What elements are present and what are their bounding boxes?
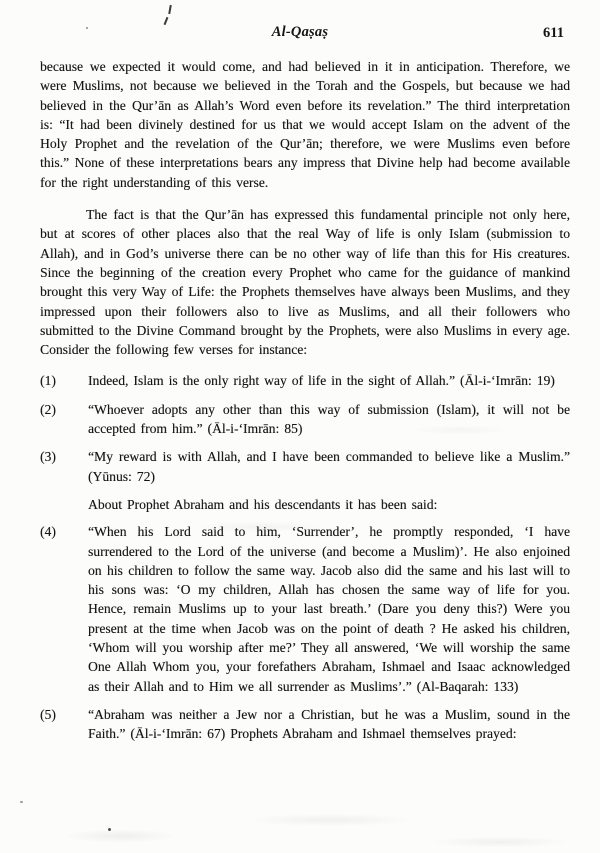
verse-item-5 <box>40 705 570 744</box>
page-body <box>40 57 570 753</box>
verse-text: “When his Lord said to him, ‘Surrender’, he promptly responded, ‘I have surrendered to the Lord of the universe (and become a Muslim)’. He also enjoined on his children to follow the same way. Jacob also did the same and his last will to his sons was: ‘O my children, Allah has chosen the same way of life for you. Hence, remain Muslims up to your last breath.’ (Dare you deny this?) Were you present at the time when Jacob was on the point of death ? He asked his children, ‘Whom will you worship after me?’ They all answered, ‘We will worship the same One Allah Whom you, your forefathers Abraham, Ishmael and Isaac acknowledged as their Allah and to Him we all surrender as Muslims’.” (Al-Baqarah: 133) <box>88 524 570 694</box>
verse-text: Indeed, Islam is the only right way of life in the sight of Allah.” (Āl-i-‘Imrān: 19) <box>88 373 555 389</box>
verse-number: (3) <box>40 449 56 465</box>
verse-text: “Whoever adopts any other than this way of submission (Islam), it will not be accepted from him.” (Āl-i-‘Imrān: 85) <box>88 401 570 437</box>
scan-artifact <box>108 828 111 831</box>
verse-item-4 <box>40 522 570 696</box>
paragraph-continuation: because we expected it would come, and had believed in it in anticipation. Therefore, we were Muslims, not because we believed in the Torah and the Gospels, but because we had believed in the Qur’ān as Allah’s Word even before its revelation.” The third interpretation is: “It had been divinely destined for us that we would accept Islam on the advent of the Holy Prophet and the revelation of the Qur’ān; therefore, we were Muslims even before this.” None of these interpretations bears any impress that Divine help had become available for the right understanding of this verse. <box>40 59 570 190</box>
verse-text: “My reward is with Allah, and I have been commanded to believe like a Muslim.” (Yūnus: 72) <box>88 449 570 484</box>
verse-item-3 <box>40 447 570 486</box>
page-number: 611 <box>543 25 564 41</box>
page-header <box>0 24 600 46</box>
scan-artifact <box>168 5 172 14</box>
running-title: Al-Qaṣaṣ <box>271 24 329 40</box>
verse-number: (1) <box>40 373 56 389</box>
interlude-paragraph: About Prophet Abraham and his descendants it has been said: <box>88 496 438 512</box>
verse-text: “Abraham was neither a Jew nor a Christian, but he was a Muslim, sound in the Faith.” (Āl-i-‘Imrān: 67) Prophets Abraham and Ishmael themselves prayed: <box>88 706 570 742</box>
verse-item-2 <box>40 400 570 439</box>
verse-item-1 <box>40 371 570 390</box>
verse-number: (5) <box>40 706 56 722</box>
verse-number: (4) <box>40 524 56 540</box>
paragraph: The fact is that the Qur’ān has expressed this fundamental principle not only here, but at scores of other places also that the real Way of life is only Islam (submission to Allah), and in God’s universe there can be no other way of life than this for His creatures. Since the beginning of the creation every Prophet who came for the guidance of mankind brought this very Way of Life: the Prophets themselves have always been Muslims, and they impressed upon their followers also to live as Muslims, and all their followers who submitted to the Divine Command brought by the Prophets, were also Muslims in every age. Consider the following few verses for instance: <box>40 207 570 358</box>
scan-artifact <box>20 801 23 803</box>
verse-number: (2) <box>40 401 56 417</box>
